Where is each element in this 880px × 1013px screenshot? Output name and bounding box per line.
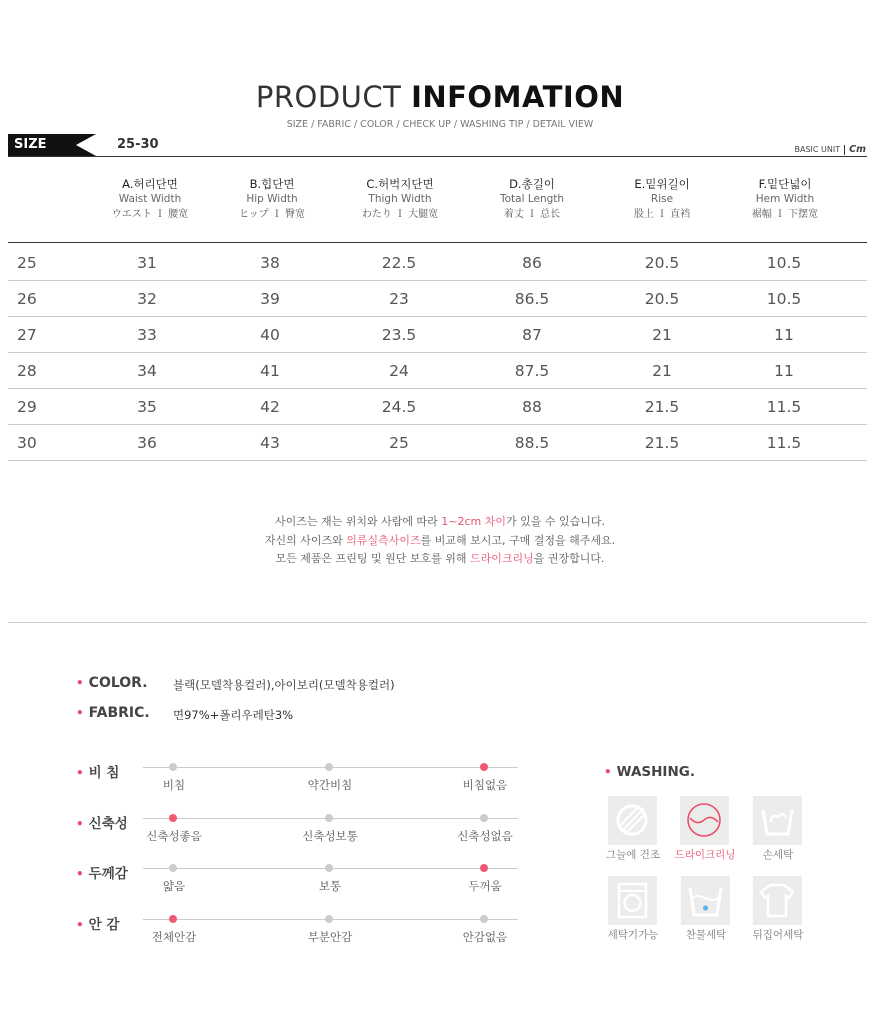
measure-cell: 86 xyxy=(522,254,542,272)
feel-option: 전체안감 xyxy=(151,929,197,944)
washing-label: 세탁기가능 xyxy=(607,929,659,941)
note-text: 을 권장합니다. xyxy=(533,552,605,565)
table-row xyxy=(8,425,867,461)
column-header-en: Total Length xyxy=(499,193,565,205)
column-header xyxy=(634,177,690,222)
table-row xyxy=(8,389,867,425)
measure-cell: 34 xyxy=(137,362,157,380)
measure-cell: 25 xyxy=(389,434,409,452)
measure-cell: 22.5 xyxy=(381,254,417,272)
feel-point xyxy=(480,915,488,923)
feel-option: 신축성없음 xyxy=(457,828,513,843)
fabric-value: 면97%+폴리우레탄3% xyxy=(173,708,294,722)
washing-title-text: WASHING. xyxy=(616,764,695,780)
column-header-ko: D.총길이 xyxy=(509,177,555,191)
column-header xyxy=(500,177,564,222)
note-highlight: 드라이크리닝 xyxy=(469,552,534,565)
feel-option: 얇음 xyxy=(162,879,186,893)
title-thin: PRODUCT xyxy=(255,80,402,114)
bullet-icon: • xyxy=(76,766,84,780)
column-header-jp: 着丈 Ｉ 总长 xyxy=(503,209,561,220)
feel-option: 안감없음 xyxy=(462,929,508,944)
column-header-jp: ウエスト Ｉ 腰宽 xyxy=(111,209,189,220)
section-nav: SIZE / FABRIC / COLOR / CHECK UP / WASHING TIP / DETAIL VIEW xyxy=(286,119,594,130)
measure-cell: 11.5 xyxy=(766,434,802,452)
column-header xyxy=(752,177,818,222)
bullet-icon: • xyxy=(76,917,84,932)
shade-dry-icon xyxy=(608,796,657,845)
feel-option: 신축성좋음 xyxy=(146,828,202,843)
measure-cell: 21.5 xyxy=(644,434,680,452)
bullet-icon: • xyxy=(76,706,84,720)
feel-point xyxy=(169,763,177,771)
column-header xyxy=(239,177,305,222)
washing-label: 드라이크리닝 xyxy=(674,849,736,861)
washing-label: 뒤집어세탁 xyxy=(752,929,804,941)
measure-cell: 23 xyxy=(389,290,409,308)
measure-cell: 20.5 xyxy=(644,290,680,308)
title-bold: INFOMATION xyxy=(411,80,625,114)
size-cell: 27 xyxy=(17,326,37,344)
size-notes xyxy=(0,513,880,569)
fabric-label xyxy=(76,705,150,721)
fabric-label-text: FABRIC. xyxy=(88,705,150,721)
column-header-jp: 股上 Ｉ 直裆 xyxy=(633,209,691,220)
measure-cell: 87.5 xyxy=(514,362,550,380)
measure-cell: 21 xyxy=(652,362,672,380)
column-header-en: Rise xyxy=(650,193,674,205)
table-header-rule xyxy=(8,242,867,243)
measure-cell: 86.5 xyxy=(514,290,550,308)
note-text: 를 비교해 보시고, 구매 결정을 해주세요. xyxy=(420,533,616,547)
column-header-en: Thigh Width xyxy=(368,193,432,205)
measure-cell: 10.5 xyxy=(766,290,802,308)
note-line-2 xyxy=(0,532,880,551)
note-highlight: 의류실측사이즈 xyxy=(346,533,421,547)
measure-cell: 35 xyxy=(137,398,157,416)
measure-cell: 11 xyxy=(774,326,794,344)
feel-point xyxy=(325,864,333,872)
feel-label xyxy=(76,913,119,933)
feel-point xyxy=(325,763,333,771)
feel-option: 보통 xyxy=(318,879,342,893)
measure-cell: 88.5 xyxy=(514,434,550,452)
measure-cell: 11 xyxy=(774,362,794,380)
color-label-text: COLOR. xyxy=(88,675,148,691)
note-line-3 xyxy=(0,550,880,569)
column-header-ko: E.밑위길이 xyxy=(634,177,690,191)
washing-label: 그늘에 건조 xyxy=(605,849,661,861)
size-cell: 30 xyxy=(17,434,37,452)
size-cell: 28 xyxy=(17,362,37,380)
column-header-ko: B.힙단면 xyxy=(249,177,295,191)
feel-point xyxy=(325,915,333,923)
column-header-ko: C.허벅지단면 xyxy=(366,177,434,191)
size-tag-label: SIZE xyxy=(14,137,47,152)
hand-wash-icon xyxy=(753,796,802,845)
bullet-icon: • xyxy=(76,867,84,881)
page-title xyxy=(0,80,880,114)
feel-point-selected xyxy=(480,864,488,872)
feel-point-selected xyxy=(169,814,177,822)
measure-cell: 24 xyxy=(389,362,409,380)
size-cell: 29 xyxy=(17,398,37,416)
measure-cell: 21.5 xyxy=(644,398,680,416)
measure-cell: 11.5 xyxy=(766,398,802,416)
washing-label: 찬물세탁 xyxy=(685,929,727,941)
size-tag xyxy=(8,134,96,156)
feel-option: 비침 xyxy=(162,778,186,792)
table-top-rule xyxy=(8,156,867,157)
column-header-jp: 裾幅 Ｉ 下摆宽 xyxy=(751,209,819,220)
measure-cell: 41 xyxy=(260,362,280,380)
bullet-icon: • xyxy=(76,676,84,690)
column-header-jp: わたり Ｉ 大腿宽 xyxy=(361,209,439,220)
inside-out-wash-icon xyxy=(753,876,802,925)
column-header xyxy=(112,177,188,222)
size-cell: 25 xyxy=(17,254,37,272)
feel-label xyxy=(76,761,119,781)
measure-cell: 23.5 xyxy=(381,326,417,344)
feel-label-text: 비 침 xyxy=(88,765,120,781)
measure-cell: 42 xyxy=(260,398,280,416)
measure-cell: 87 xyxy=(522,326,542,344)
feel-label xyxy=(76,862,128,882)
note-highlight: 1~2cm 차이 xyxy=(441,515,506,528)
feel-option: 신축성보통 xyxy=(302,828,358,843)
feel-label-text: 신축성 xyxy=(88,815,128,832)
measure-cell: 39 xyxy=(260,290,280,308)
note-text: 가 있을 수 있습니다. xyxy=(505,515,605,528)
color-value: 블랙(모델착용컬러),아이보리(모델착용컬러) xyxy=(173,678,395,692)
measure-cell: 36 xyxy=(137,434,157,452)
feel-point xyxy=(325,814,333,822)
feel-point-selected xyxy=(480,763,488,771)
feel-option: 약간비침 xyxy=(307,778,353,792)
unit-value: Cm xyxy=(849,144,866,155)
measure-cell: 24.5 xyxy=(381,398,417,416)
measure-cell: 33 xyxy=(137,326,157,344)
unit-separator xyxy=(844,145,845,155)
size-range: 25-30 xyxy=(117,137,159,152)
dry-clean-icon xyxy=(680,796,729,845)
unit-label: BASIC UNIT xyxy=(794,145,841,154)
column-header xyxy=(362,177,438,222)
column-header-en: Hip Width xyxy=(246,193,298,205)
feel-option: 비침없음 xyxy=(462,778,508,792)
table-row xyxy=(8,245,867,281)
washing-label: 손세탁 xyxy=(762,849,794,861)
measure-cell: 38 xyxy=(260,254,280,272)
measure-cell: 10.5 xyxy=(766,254,802,272)
column-header-ko: F.밑단넓이 xyxy=(758,177,812,191)
measure-cell: 40 xyxy=(260,326,280,344)
column-header-jp: ヒップ Ｉ 臀宽 xyxy=(238,209,306,220)
bullet-icon: • xyxy=(76,816,84,831)
cold-wash-icon xyxy=(681,876,730,925)
color-label xyxy=(76,675,148,691)
size-tag-notch xyxy=(76,134,96,156)
feel-point xyxy=(169,864,177,872)
column-header-ko: A.허리단면 xyxy=(122,177,178,191)
table-row xyxy=(8,353,867,389)
feel-option: 부분안감 xyxy=(307,929,353,944)
note-text: 모든 제품은 프린팅 및 원단 보호를 위해 xyxy=(275,552,470,565)
note-line-1 xyxy=(0,513,880,532)
feel-option: 두꺼움 xyxy=(468,879,502,893)
measure-cell: 31 xyxy=(137,254,157,272)
note-text: 자신의 사이즈와 xyxy=(264,533,347,547)
washing-machine-icon xyxy=(608,876,657,925)
feel-point-selected xyxy=(169,915,177,923)
feel-label-text: 안 감 xyxy=(88,916,120,933)
table-row xyxy=(8,281,867,317)
measure-cell: 32 xyxy=(137,290,157,308)
measure-cell: 43 xyxy=(260,434,280,452)
washing-title xyxy=(604,764,695,780)
section-divider xyxy=(8,622,867,623)
column-header-en: Waist Width xyxy=(118,193,182,205)
feel-label xyxy=(76,812,128,832)
measure-cell: 21 xyxy=(652,326,672,344)
size-cell: 26 xyxy=(17,290,37,308)
table-row xyxy=(8,317,867,353)
feel-point xyxy=(480,814,488,822)
measure-cell: 88 xyxy=(522,398,542,416)
bullet-icon: • xyxy=(604,765,612,779)
feel-label-text: 두께감 xyxy=(88,866,128,882)
measure-cell: 20.5 xyxy=(644,254,680,272)
note-text: 사이즈는 재는 위치와 사람에 따라 xyxy=(275,515,442,528)
column-header-en: Hem Width xyxy=(755,193,815,205)
basic-unit xyxy=(795,144,867,155)
